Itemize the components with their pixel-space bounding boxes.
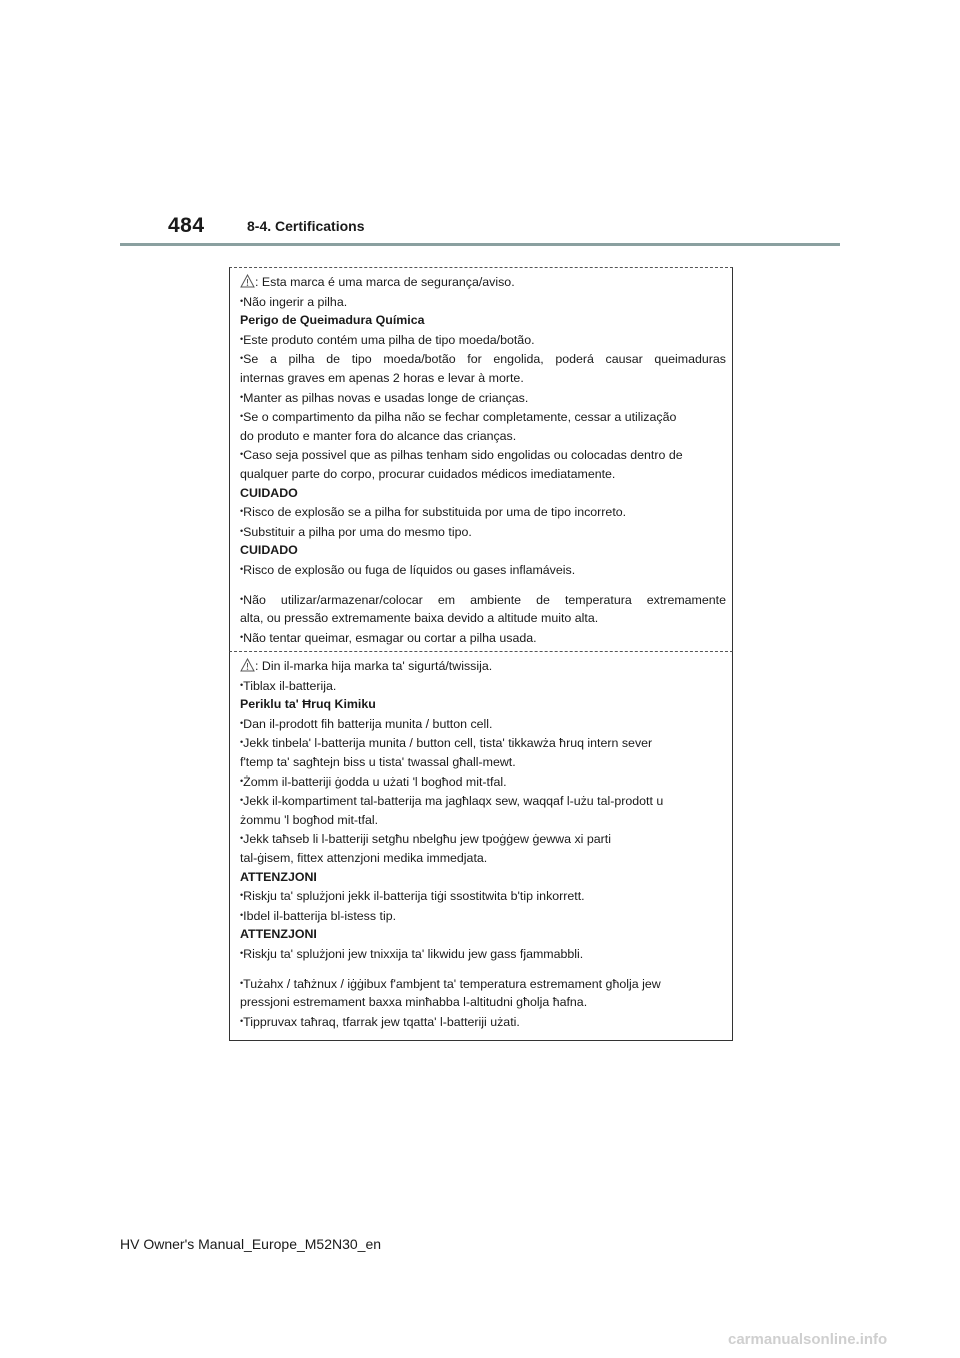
notice-line: alta, ou pressão extremamente baixa devido a altitude muito alta.: [240, 611, 599, 626]
notice-heading: CUIDADO: [240, 485, 298, 500]
notice-line: •Não utilizar/armazenar/colocar em ambiente de temperatura extremamente: [240, 592, 726, 607]
notice-line: •Risco de explosão ou fuga de líquidos ou gases inflamáveis.: [240, 562, 576, 577]
battery-notice-maltese: [229, 651, 733, 1041]
notice-line: •Se a pilha de tipo moeda/botão for engolida, poderá causar queimaduras: [240, 352, 726, 367]
notice-line: •Substituir a pilha por uma do mesmo tipo.: [240, 524, 472, 539]
notice-line: qualquer parte do corpo, procurar cuidados médicos imediatamente.: [240, 466, 616, 481]
notice-line: •Ibdel il-batterija bl-istess tip.: [240, 908, 397, 923]
warning-triangle-icon: [240, 658, 255, 672]
notice-line: •Não tentar queimar, esmagar ou cortar a pilha usada.: [240, 630, 537, 645]
notice-line: •Tiblax il-batterija.: [240, 678, 337, 693]
notice-line: •Jekk tinbela' l-batterija munita / button cell, tista' tikkawża ħruq intern sever: [240, 736, 653, 751]
notice-line: internas graves em apenas 2 horas e levar à morte.: [240, 370, 524, 385]
notice-line: •Jekk il-kompartiment tal-batterija ma jagħlaqx sew, waqqaf l-użu tal-prodott u: [240, 794, 664, 809]
notice-heading: CUIDADO: [240, 543, 298, 558]
notice-line: •Este produto contém uma pilha de tipo moeda/botão.: [240, 332, 535, 347]
warning-mark-line: : Esta marca é uma marca de segurança/aviso.: [240, 273, 726, 292]
footer-manual-name: HV Owner's Manual_Europe_M52N30_en: [120, 1236, 382, 1252]
notice-heading: ATTENZJONI: [240, 927, 317, 942]
notice-line: do produto e manter fora do alcance das crianças.: [240, 428, 517, 443]
warning-mark-line: : Din il-marka hija marka ta' sigurtá/twissija.: [240, 657, 726, 676]
notice-line: pressjoni estremament baxxa minħabba l-altitudni għolja ħafna.: [240, 995, 588, 1010]
notice-line: •Manter as pilhas novas e usadas longe de crianças.: [240, 390, 529, 405]
notice-line: •Dan il-prodott fih batterija munita / button cell.: [240, 716, 493, 731]
page-number: 484: [168, 214, 205, 237]
notice-line: •Tużahx / taħżnux / iġġibux f'ambjent ta' temperatura estremament għolja jew: [240, 976, 661, 991]
notice-line: •Jekk taħseb li l-batteriji setgħu nbelgħu jew tpoġġew ġewwa xi parti: [240, 832, 611, 847]
header-rule: [120, 243, 840, 246]
notice-line: •Caso seja possivel que as pilhas tenham sido engolidas ou colocadas dentro de: [240, 448, 683, 463]
notice-line: •Não ingerir a pilha.: [240, 294, 348, 309]
watermark: carmanualsonline.info: [728, 1331, 888, 1348]
notice-line: •Riskju ta' splużjoni jew tnixxija ta' likwidu jew gass fjammabbli.: [240, 946, 584, 961]
notice-line: •Riskju ta' splużjoni jekk il-batterija tiġi ssostitwita b'tip inkorrett.: [240, 889, 585, 904]
notice-line: •Se o compartimento da pilha não se fechar completamente, cessar a utilização: [240, 410, 677, 425]
notice-line: f'temp ta' sagħtejn biss u tista' twassal għall-mewt.: [240, 754, 516, 769]
notice-heading: Perigo de Queimadura Química: [240, 313, 425, 328]
notice-line: •Żomm il-batteriji ġodda u użati 'l bogħod mit-tfal.: [240, 774, 507, 789]
section-title: 8-4. Certifications: [247, 218, 365, 234]
notice-heading: Periklu ta' Ħruq Kimiku: [240, 697, 376, 712]
notice-heading: ATTENZJONI: [240, 869, 317, 884]
notice-line: tal-ġisem, fittex attenzjoni medika immedjata.: [240, 850, 488, 865]
notice-line: żommu 'l bogħod mit-tfal.: [240, 812, 379, 827]
notice-line: •Risco de explosão se a pilha for substituida por uma de tipo incorreto.: [240, 505, 627, 520]
notice-line: •Tippruvax taħraq, tfarrak jew tqatta' l-batteriji użati.: [240, 1014, 520, 1029]
battery-notice-portuguese: [229, 267, 733, 651]
warning-triangle-icon: [240, 274, 255, 288]
